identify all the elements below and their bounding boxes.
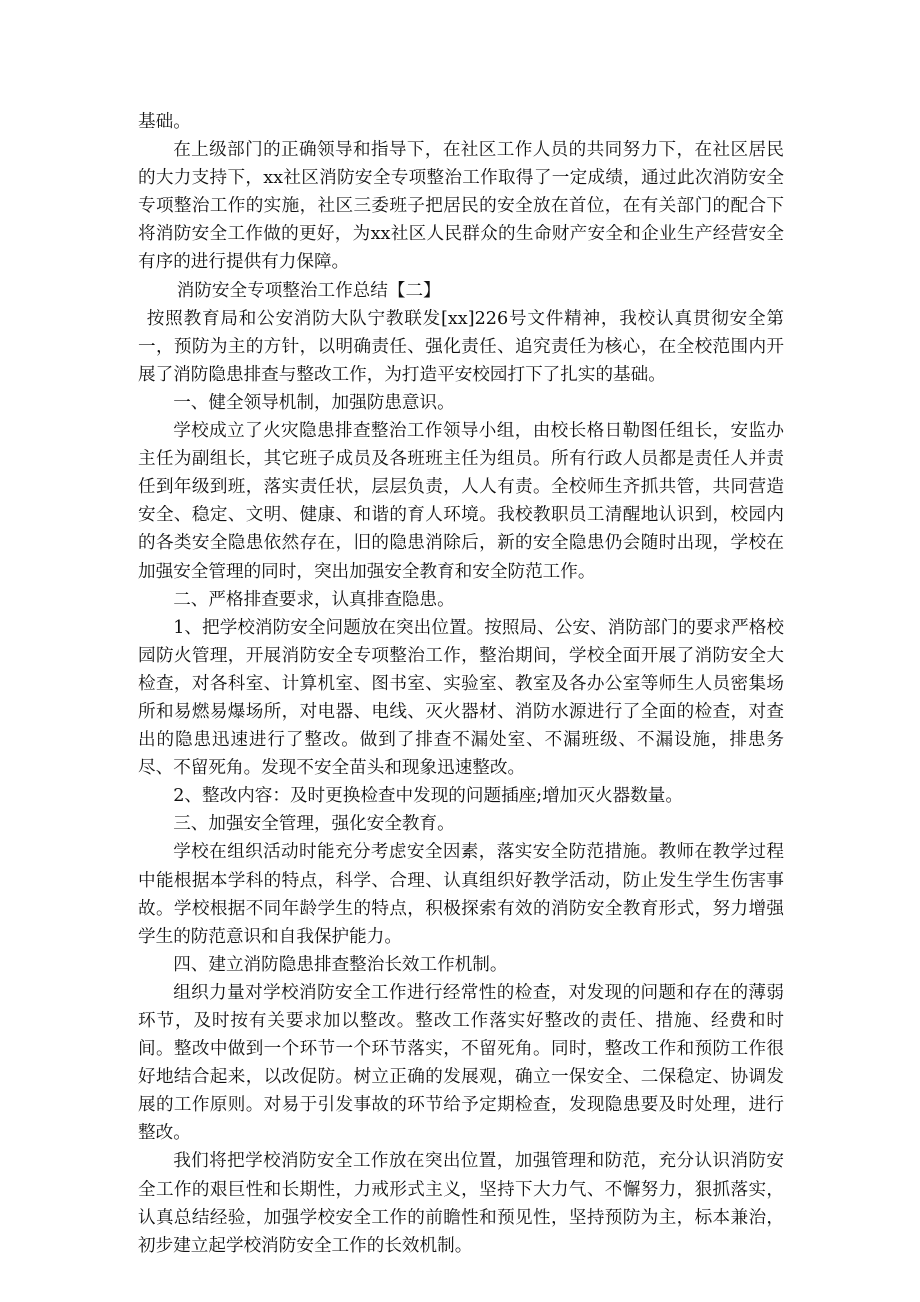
paragraph-leadership: 学校成立了火灾隐患排查整治工作领导小组，由校长格日勒图任组长，安监办主任为副组长，其它班子成员及各班班主任为组员。所有行政人员都是责任人并责任到年级到班，落实责任状，层层负责，人人有责。全校师生齐抓共管，共同营造安全、稳定、文明、健康、和谐的育人环境。我校教职员工清醒地认识到，校园内的各类安全隐患依然存在，旧的隐患消除后，新的安全隐患仍会随时出现，学校在加强安全管理的同时，突出加强安全教育和安全防范工作。: [138, 421, 784, 582]
paragraph-rectification: 2、整改内容：及时更换检查中发现的问题插座;增加灭火器数量。: [173, 786, 683, 807]
paragraph-continuation: 基础。: [138, 112, 191, 132]
heading-four: 四、建立消防隐患排查整治长效工作机制。: [173, 954, 508, 975]
paragraph-inspection: 1、把学校消防安全问题放在突出位置。按照局、公安、消防部门的要求严格校园防火管理，开展消防安全专项整治工作，整治期间，学校全面开展了消防安全大检查，对各科室、计算机室、图书室、实验室、教室及各办公室等师生人员密集场所和易燃易爆场所，对电器、电线、灭火器材、消防水源进行了全面的检查，对查出的隐患迅速进行了整改。做到了排查不漏处室、不漏班级、不漏设施，排患务尽、不留死角。发现不安全苗头和现象迅速整改。: [138, 617, 784, 779]
paragraph-community-summary: 在上级部门的正确领导和指导下，在社区工作人员的共同努力下，在社区居民的大力支持下，xx社区消防安全专项整治工作取得了一定成绩，通过此次消防安全专项整治工作的实施，社区三委班子把居民的安全放在首位，在有关部门的配合下将消防安全工作做的更好，为xx社区人民群众的生命财产安全和企业生产经营安全有序的进行提供有力保障。: [138, 140, 784, 273]
paragraph-intro: 按照教育局和公安消防大队宁教联发[xx]226号文件精神，我校认真贯彻安全第一，预防为主的方针，以明确责任、强化责任、追究责任为核心，在全校范围内开展了消防隐患排查与整改工作，为打造平安校园打下了扎实的基础。: [138, 308, 784, 385]
paragraph-education: 学校在组织活动时能充分考虑安全因素，落实安全防范措施。教师在教学过程中能根据本学科的特点，科学、合理、认真组织好教学活动，防止发生学生伤害事故。学校根据不同年龄学生的特点，积极探索有效的消防安全教育形式，努力增强学生的防范意识和自我保护能力。: [138, 842, 784, 947]
section-title: 消防安全专项整治工作总结【二】: [176, 280, 441, 301]
paragraph-conclusion: 我们将把学校消防安全工作放在突出位置，加强管理和防范，充分认识消防安全工作的艰巨性和长期性，力戒形式主义，坚持下大力气、不懈努力，狠抓落实，认真总结经验，加强学校安全工作的前瞻性和预见性，坚持预防为主，标本兼治，初步建立起学校消防安全工作的长效机制。: [138, 1151, 784, 1256]
paragraph-mechanism: 组织力量对学校消防安全工作进行经常性的检查，对发现的问题和存在的薄弱环节，及时按有关要求加以整改。整改工作落实好整改的责任、措施、经费和时间。整改中做到一个环节一个环节落实，不留死角。同时，整改工作和预防工作很好地结合起来，以改促防。树立正确的发展观，确立一保安全、二保稳定、协调发展的工作原则。对易于引发事故的环节给予定期检查，发现隐患要及时处理，进行整改。: [138, 982, 784, 1144]
heading-one: 一、健全领导机制，加强防患意识。: [173, 392, 455, 413]
heading-three: 三、加强安全管理，强化安全教育。: [173, 814, 455, 835]
heading-two: 二、严格排查要求，认真排查隐患。: [173, 589, 455, 610]
document-page: [138, 108, 784, 1260]
